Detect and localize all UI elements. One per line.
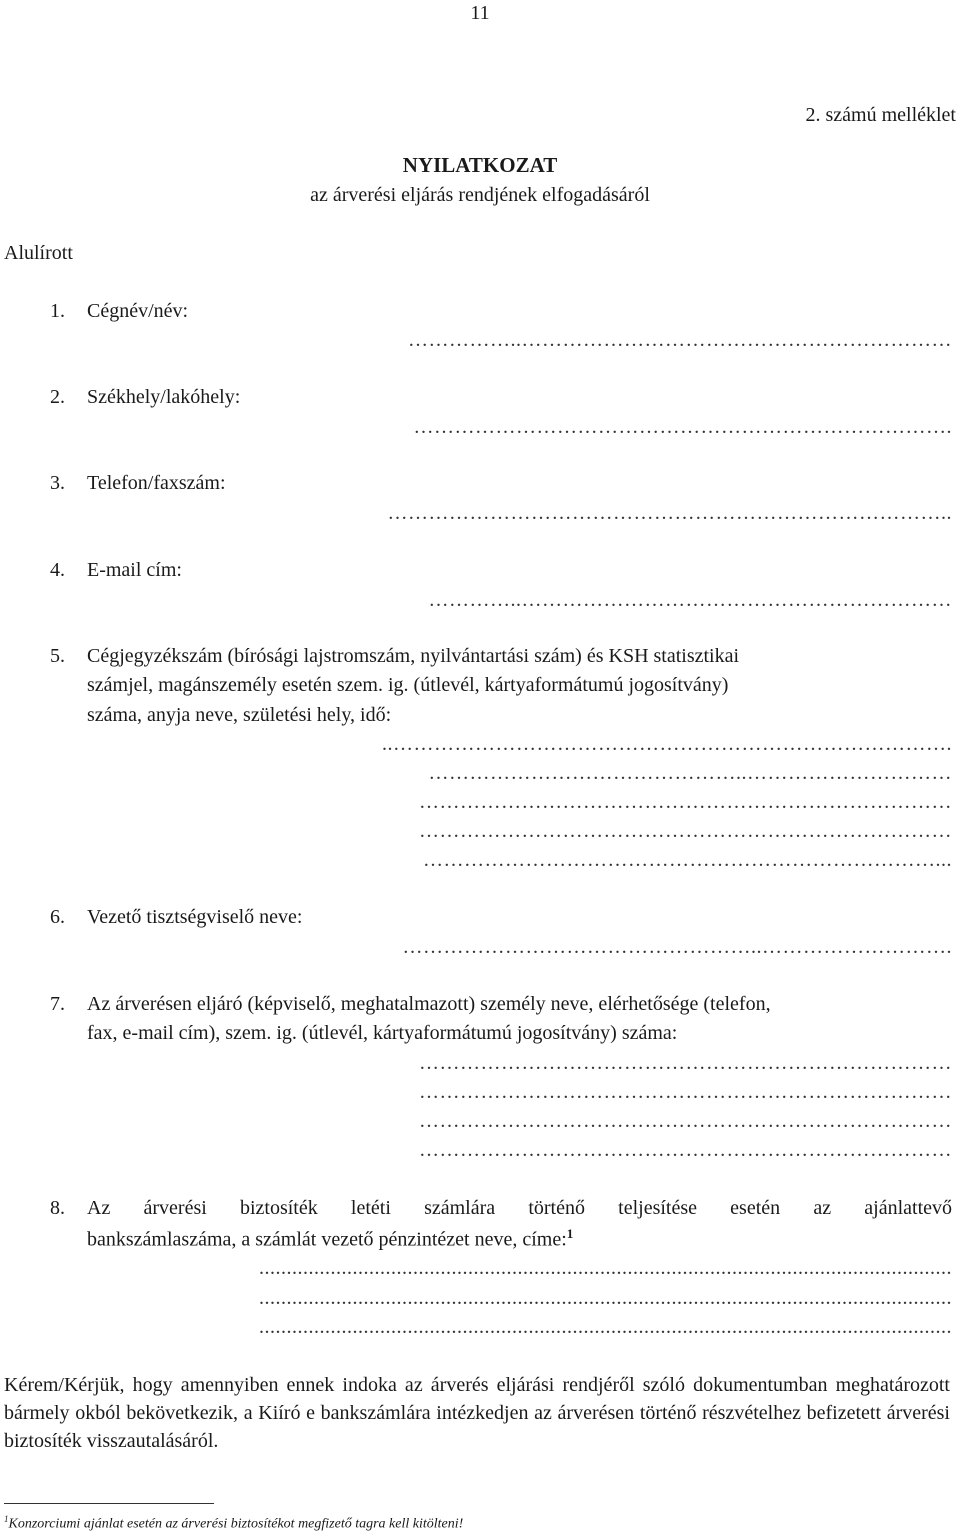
footnote-reference: 1: [566, 1226, 574, 1241]
fill-line[interactable]: …………………………………………………………………….: [413, 416, 952, 438]
fill-line[interactable]: …………………………………………………………………...: [423, 849, 952, 871]
footnote: [4, 1514, 463, 1533]
item-label: Székhely/lakóhely:: [87, 386, 241, 408]
fill-line[interactable]: ……………..………………………………………………………: [408, 329, 952, 351]
item-label-line: száma, anyja neve, születési hely, idő:: [87, 704, 392, 726]
item-number: 6.: [50, 906, 65, 928]
fill-line[interactable]: ……………………………………………………………………: [419, 1081, 952, 1103]
item-label-line: Az árverési biztosíték letéti számlára történő teljesítése esetén az ajánlattevő: [87, 1197, 952, 1219]
fill-line[interactable]: ..............................................................................................................................: [259, 1287, 952, 1309]
page-number: 11: [470, 2, 490, 24]
fill-line[interactable]: ..……………………………………………………………………….: [382, 733, 952, 755]
item-label-line: fax, e-mail cím), szem. ig. (útlevél, kártyaformátumú jogosítvány) száma:: [87, 1022, 678, 1044]
request-paragraph: Kérem/Kérjük, hogy amennyiben ennek indoka az árverés eljárási rendjéről szóló dokumentumban meghatározott bármely okból bekövetkezik, a Kiíró e bankszámlára intézkedjen az árverésen történő részvételhez befizetett árverési biztosíték visszautalásáról.: [4, 1374, 950, 1452]
item-number: 8.: [50, 1197, 65, 1219]
fill-line[interactable]: ……………………………………………………………………: [419, 820, 952, 842]
annex-label: 2. számú melléklet: [805, 104, 956, 126]
item-label: E-mail cím:: [87, 559, 182, 581]
footnote-text: Konzorciumi ajánlat esetén az árverési biztosítékot megfizető tagra kell kitölteni!: [8, 1516, 464, 1532]
footnote-separator: [4, 1503, 214, 1504]
item-number: 2.: [50, 386, 65, 408]
item-label: Cégnév/név:: [87, 300, 189, 322]
signatory-label: Alulírott: [4, 242, 73, 264]
fill-line[interactable]: ..............................................................................................................................: [259, 1316, 952, 1338]
fill-line[interactable]: ……………………………………………..……………………….: [402, 936, 952, 958]
fill-line[interactable]: ..............................................................................................................................: [259, 1257, 952, 1279]
document-subtitle: az árverési eljárás rendjének elfogadásáról: [310, 184, 650, 206]
footnote-mark: 1: [4, 1514, 9, 1524]
item-number: 7.: [50, 993, 65, 1015]
item-label-line-with-mark: [87, 1226, 573, 1252]
item-label-line: Cégjegyzékszám (bírósági lajstromszám, nyilvántartási szám) és KSH statisztikai: [87, 645, 740, 667]
fill-line[interactable]: …………..………………………………………………………: [428, 589, 952, 611]
fill-line[interactable]: ……………………………………………………………………: [419, 1110, 952, 1132]
document-title: NYILATKOZAT: [402, 153, 558, 177]
item-number: 3.: [50, 472, 65, 494]
item-label: Telefon/faxszám:: [87, 472, 226, 494]
fill-line[interactable]: ………………………………………..…………………………: [428, 762, 952, 784]
item-label-line: számjel, magánszemély esetén szem. ig. (útlevél, kártyaformátumú jogosítvány): [87, 674, 729, 696]
item-number: 1.: [50, 300, 65, 322]
item-number: 4.: [50, 559, 65, 581]
item-label-line: bankszámlaszáma, a számlát vezető pénzintézet neve, címe:: [87, 1228, 567, 1251]
fill-line[interactable]: ……………………………………………………………………: [419, 791, 952, 813]
item-label: Vezető tisztségviselő neve:: [87, 906, 303, 928]
item-label-line: Az árverésen eljáró (képviselő, meghatalmazott) személy neve, elérhetősége (telefon,: [87, 993, 771, 1015]
fill-line[interactable]: ……………………………………………………………………: [419, 1052, 952, 1074]
fill-line[interactable]: ……………………………………………………………………: [419, 1139, 952, 1161]
item-number: 5.: [50, 645, 65, 667]
fill-line[interactable]: ………………………………………………………………………..: [387, 502, 952, 524]
